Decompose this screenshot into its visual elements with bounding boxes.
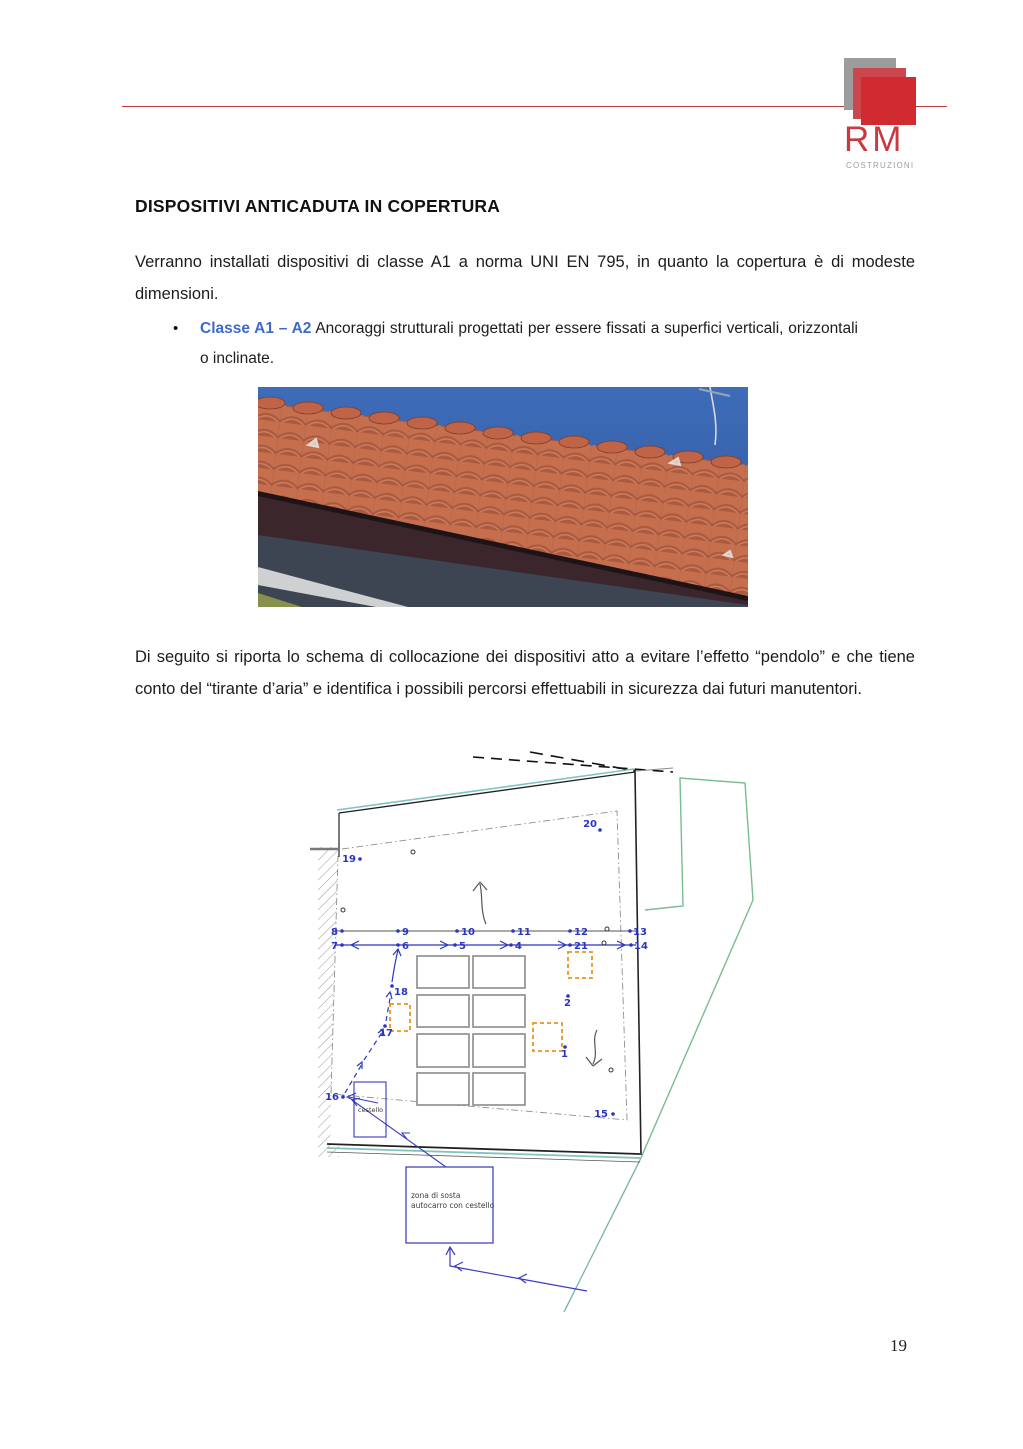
logo-subtitle: COSTRUZIONI xyxy=(846,161,915,170)
anchor-dot-15 xyxy=(611,1112,615,1116)
anchor-label-10: 10 xyxy=(461,927,475,938)
anchor-label-15: 15 xyxy=(594,1109,608,1120)
intro-paragraph: Verranno installati dispositivi di classe A1 a norma UNI EN 795, in quanto la copertura è di modeste dimensioni. xyxy=(135,253,915,303)
anchor-dot-19 xyxy=(358,857,362,861)
anchor-label-13: 13 xyxy=(633,927,647,938)
anchor-label-1: 1 xyxy=(561,1049,568,1060)
roof-plan-svg xyxy=(300,740,780,1315)
page-title: DISPOSITIVI ANTICADUTA IN COPERTURA xyxy=(135,196,501,216)
page-number: 19 xyxy=(890,1336,907,1355)
anchor-label-20: 20 xyxy=(583,819,597,830)
roof-photo-graphic xyxy=(258,387,748,607)
anchor-label-16: 16 xyxy=(325,1092,339,1103)
anchor-label-21: 21 xyxy=(574,941,588,952)
roof-plan-diagram xyxy=(300,740,780,1315)
anchor-dot-14 xyxy=(629,943,633,947)
anchor-dot-12 xyxy=(568,929,572,933)
zona-label-line1: zona di sosta xyxy=(411,1191,461,1200)
anchor-dot-13 xyxy=(628,929,632,933)
anchor-label-5: 5 xyxy=(459,941,466,952)
anchor-label-18: 18 xyxy=(394,987,408,998)
zona-label-line2: autocarro con cestello xyxy=(411,1201,495,1210)
anchor-label-6: 6 xyxy=(402,941,409,952)
anchor-label-19: 19 xyxy=(342,854,356,865)
bullet-text xyxy=(200,314,858,374)
roof-photo xyxy=(258,387,748,607)
anchor-dot-21 xyxy=(568,943,572,947)
anchor-dot-9 xyxy=(396,929,400,933)
schema-paragraph: Di seguito si riporta lo schema di collocazione dei dispositivi atto a evitare l’effetto “pendolo” e che tiene conto del “tirante d’aria” e identifica i possibili percorsi effettuabili in sicurezza dai futuri manutentori. xyxy=(135,648,915,698)
anchor-dot-5 xyxy=(453,943,457,947)
classe-a1-a2-label: Classe A1 – A2 xyxy=(200,320,312,337)
anchor-dot-6 xyxy=(396,943,400,947)
anchor-dot-11 xyxy=(511,929,515,933)
ridge-dashed-line-2 xyxy=(530,752,636,771)
anchor-label-9: 9 xyxy=(402,927,409,938)
anchor-label-7: 7 xyxy=(331,941,338,952)
property-boundary-green xyxy=(640,778,753,1160)
access-arrow-path xyxy=(446,1247,587,1291)
anchor-label-17: 17 xyxy=(379,1028,393,1039)
anchor-label-8: 8 xyxy=(331,927,338,938)
logo-square-front-icon xyxy=(861,77,916,125)
classe-description: Ancoraggi strutturali progettati per essere fissati a superfici verticali, orizzontali o inclinate. xyxy=(200,320,859,367)
anchor-dot-4 xyxy=(509,943,513,947)
header-red-rule xyxy=(122,106,947,107)
anchor-dot-10 xyxy=(455,929,459,933)
class-bullet-item xyxy=(173,314,863,374)
anchor-label-11: 11 xyxy=(517,927,531,938)
anchor-label-4: 4 xyxy=(515,941,522,952)
company-logo xyxy=(840,55,950,180)
anchor-label-14: 14 xyxy=(634,941,648,952)
logo-company-name: RM xyxy=(844,120,905,159)
anchor-dot-20 xyxy=(598,828,602,832)
anchor-label-2: 2 xyxy=(564,998,571,1009)
cestello-label: cestello xyxy=(358,1106,384,1114)
anchor-dot-8 xyxy=(340,929,344,933)
bullet-icon: • xyxy=(173,320,179,337)
anchor-dot-16 xyxy=(341,1095,345,1099)
anchor-dot-7 xyxy=(340,943,344,947)
anchor-label-12: 12 xyxy=(574,927,588,938)
